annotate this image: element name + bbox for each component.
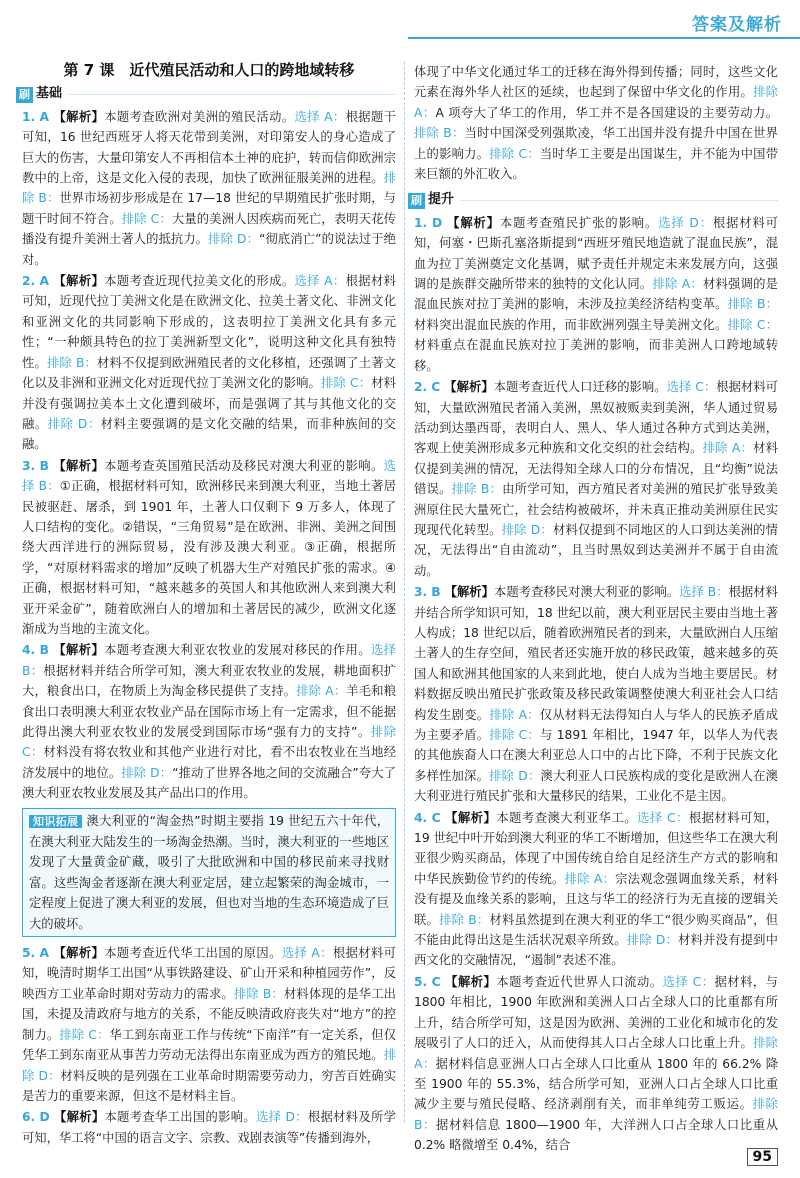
- lesson-title: 第 7 课 近代殖民活动和人口的跨地域转移: [63, 61, 355, 79]
- item-answer: B: [39, 458, 49, 473]
- item-number: 2.: [22, 274, 36, 289]
- advance-item-3: [414, 582, 778, 806]
- section-tag: 刷: [16, 87, 33, 103]
- item-text: 本题考查近代世界人口流动。: [496, 974, 663, 989]
- knowledge-expansion-box: [22, 808, 396, 937]
- item-exclude-label: 排除 C：: [121, 211, 172, 226]
- right-column: [411, 62, 778, 1157]
- item-exclude-label: 排除 D：: [22, 1048, 396, 1083]
- item-number: 3.: [22, 458, 36, 473]
- item-exclude-label: 排除 C：: [321, 376, 372, 391]
- item-exclude-label: 排除 D：: [501, 522, 553, 537]
- item-exclude-label: 排除 D：: [208, 232, 260, 247]
- item-text: 材料仅提到美洲的情况，无法得知全球人口的分布情况，且“均衡”说法错误。: [414, 441, 778, 497]
- item-exclude-label: 排除 A：: [564, 871, 616, 886]
- item-text: 本题考查近代人口迁移的影响。: [493, 380, 667, 395]
- item-text: 根据材料并结合所学知识可知，18 世纪以前，澳大利亚居民主要由当地土著人构成；18 世纪以后，随着欧洲殖民者的到来，大量欧洲白人压缩土著人的生存空间，殖民者还实施开放的移民政策，越来越多的英国人和欧洲其他国家的人来到此地，使白人成为当地主要居民。材料数据反映出殖民扩张政策及移民政策调整使澳大利亚社会人口结构发生剧变。: [414, 585, 778, 722]
- item-exclude-label: 排除 A：: [414, 1036, 778, 1071]
- item-text: 材料没有将农牧业和其他产业进行对比，看不出农牧业在当地经济发展中的地位。: [22, 745, 396, 780]
- analysis-label: 【解析】: [444, 380, 494, 395]
- answer-item-6-continued: [414, 62, 778, 184]
- item-exclude-label: 排除 B：: [414, 1097, 778, 1132]
- item-text: 本题考查近现代拉美文化的形成。: [104, 274, 295, 289]
- item-text: 材料虽然提到在澳大利亚的华工“很少购买商品”，但不能由此得出这是生活状况艰辛所致。: [414, 912, 778, 948]
- item-text: 据材料信息亚洲人口占全球人口比重从 1800 年的 66.2% 降至 1900 年的 55.3%，结合所学可知，亚洲人口占全球人口比重减少主要与殖民侵略、经济剥削有关，而非单纯劳工贩运。: [414, 1056, 778, 1112]
- item-text: 根据材料可知，19 世纪中叶开始到澳大利亚的华工不断增加，但这些华工在澳大利亚很少购买商品，体现了中国传统自给自足经济生产方式的影响和中华民族勤俭节约的传统。: [414, 810, 778, 886]
- item-text: “彻底消亡”的说法过于绝对。: [22, 232, 396, 267]
- item-text: 仅从材料无法得知白人与华人的民族矛盾成为主要矛盾。: [414, 707, 778, 742]
- item-text: 羊毛和粮食出口表明澳大利亚农牧业产品在国际市场上有一定需求，但不能据此得出澳大利亚农牧业的发展受到国际市场“强有力的支持”。: [22, 684, 396, 739]
- item-choice-label: 选择 A：: [294, 274, 346, 289]
- knowledge-text: 澳大利亚的“淘金热”时期主要指 19 世纪五六十年代，在澳大利亚大陆发生的一场淘金热潮。当时，澳大利亚的一些地区发现了大量黄金矿藏，吸引了大批欧洲和中国的移民前来寻找财富。这些淘金者逐渐在澳大利亚定居，建立起繁荣的淘金城市，一定程度上促进了澳大利亚的发展，但也对当地的生态环境造成了巨大的破坏。: [29, 813, 389, 931]
- item-text: 材料突出混血民族的作用，而非欧洲列强主导美洲文化。: [414, 317, 728, 332]
- section-advance: [408, 190, 778, 210]
- analysis-label: 【解析】: [53, 274, 105, 289]
- item-answer: A: [39, 274, 50, 289]
- knowledge-badge: 知识拓展: [29, 815, 82, 828]
- analysis-label: 【解析】: [444, 585, 494, 600]
- item-text: 材料强调的是混血民族对拉丁美洲的影响，未涉及拉美经济结构变革。: [414, 277, 778, 312]
- item-choice-label: 选择 A：: [281, 946, 333, 961]
- analysis-label: 【解析】: [444, 810, 497, 825]
- item-text: 体现了中华文化通过华工的迁移在海外得到传播；同时，这些文化元素在海外华人社区的延续，也起到了保留中华文化的作用。: [414, 65, 778, 100]
- answer-item-3: [22, 456, 396, 640]
- item-text: 材料重点在混血民族对拉丁美洲的影响，而非美洲人口跨地域转移。: [414, 338, 778, 373]
- item-text: 根据材料可知，大量欧洲殖民者涌入美洲，黑奴被贩卖到美洲，华人通过贸易活动到达墨西哥，表明白人、黑人、华人通过各种方式到达美洲，客观上使美洲形成多元种族和文化交织的社会结构。: [414, 380, 778, 456]
- item-choice-label: 选择 B：: [679, 585, 729, 600]
- item-exclude-label: 排除 B：: [439, 912, 490, 927]
- analysis-label: 【解析】: [53, 109, 105, 124]
- item-exclude-label: 排除 A：: [489, 707, 540, 722]
- advance-item-2: [414, 377, 778, 581]
- item-choice-label: 选择 C：: [666, 380, 717, 395]
- item-text: 与 1891 年相比，1947 年，以华人为代表的其他族裔人口在澳大利亚总人口中的占比下降，不利于民族文化多样性加深。: [414, 728, 778, 783]
- item-text: “推动了世界各地之间的交流融合”夸大了澳大利亚农牧业发展及其产品出口的作用。: [22, 765, 396, 801]
- item-text: 材料并没有强调拉美本土文化遭到破坏，而是强调了其与其他文化的交融。: [22, 376, 396, 431]
- section-basic-label: 基础: [36, 86, 63, 102]
- item-exclude-label: 排除 C：: [22, 725, 396, 760]
- item-exclude-label: 排除 B：: [451, 482, 503, 497]
- item-exclude-label: 排除 C：: [727, 317, 778, 332]
- item-text: 根据材料可知，晚清时期华工出国“从事铁路建设、矿山开采和种植园劳作”，反映西方工业革命时期对劳动力的需求。: [22, 946, 396, 1001]
- item-number: 5.: [22, 946, 36, 961]
- item-choice-label: 选择 B：: [22, 643, 396, 678]
- item-text: 由所学可知，西方殖民者对美洲的殖民扩张导致美洲原住民大量死亡，社会结构被破坏，并未真正推动美洲原住民实现现代化转型。: [414, 482, 778, 537]
- item-text: 宗法观念强调血缘关系，材料没有提及血缘关系的影响，且这与华工的经济行为无直接的逻辑关联。: [414, 871, 778, 927]
- item-text: 本题考查澳大利亚华工。: [496, 810, 638, 825]
- item-number: 1.: [414, 215, 428, 230]
- item-number: 6.: [22, 1110, 36, 1125]
- item-text: 根据题干可知，16 世纪西班牙人将天花带到美洲，对印第安人的身心造成了巨大的伤害，大量印第安人不再相信本土神的庇护，转而信仰欧洲宗教中的上帝，这是文化入侵的表现，加快了欧洲征服美洲的进程。: [22, 109, 396, 186]
- section-basic: [16, 84, 396, 104]
- item-text: 据材料信息 1800—1900 年，大洋洲人口占全球人口比重从 0.2% 略微增至 0.4%，结合: [414, 1117, 778, 1153]
- analysis-label: 【解析】: [446, 215, 500, 230]
- answer-item-6: [22, 1107, 396, 1148]
- item-exclude-label: 排除 D：: [626, 933, 679, 948]
- advance-item-5: [414, 972, 778, 1156]
- item-text: 根据材料可知，何塞・巴斯孔塞洛斯提到“西班牙殖民地造就了混血民族”，混血为拉丁美洲奠定文化基调，赋予责任并规定未来发展方向，这强调的是族群交融所带来的独特的文化认同。: [414, 215, 778, 292]
- header-title: 答案及解析: [692, 15, 782, 35]
- left-column: [19, 61, 396, 1149]
- item-answer: A: [39, 109, 50, 124]
- item-choice-label: 选择 C：: [637, 810, 689, 825]
- analysis-label: 【解析】: [52, 458, 105, 473]
- answer-item-2: [22, 271, 396, 455]
- page-number: 95: [747, 1148, 778, 1166]
- item-text: 材料并没有提到中西文化的交融情况，“遏制”表述不准。: [414, 933, 778, 968]
- item-text: 本题考查近代华工出国的原因。: [104, 946, 282, 961]
- item-text: 本题考查华工出国的影响。: [104, 1110, 257, 1125]
- item-exclude-label: 排除 D：: [47, 416, 101, 431]
- item-text: A 项夸大了华工的作用，华工并不是各国建设的主要劳动力。: [435, 105, 778, 120]
- item-exclude-label: 排除 A：: [296, 684, 347, 699]
- item-number: 3.: [414, 585, 428, 600]
- item-text: 华工到东南亚工作与传统“下南洋”有一定关系，但仅凭华工到东南亚从事苦力劳动无法得出东南亚成为西方的殖民地。: [22, 1027, 396, 1063]
- item-text: ①正确，根据材料可知，欧洲移民来到澳大利亚，当地土著居民被驱赶、屠杀，到 1901 年，土著人口仅剩下 9 万多人，体现了人口结构的变化。②错误，“三角贸易”是在欧洲、非洲、美洲之间围绕大西洋进行的洲际贸易，没有涉及澳大利亚。③正确，根据所学，“对原材料需求的增加”反映了机器大生产对殖民扩张的需求。④正确，根据材料可知，“越来越多的英国人和其他欧洲人来到澳大利亚开采金矿”，随着欧洲白人的增加和土著居民的减少，欧洲文化逐渐成为当地的主流文化。: [22, 479, 396, 636]
- item-exclude-label: 排除 D：: [121, 765, 173, 780]
- advance-item-4: [414, 808, 778, 971]
- section-tag: 刷: [408, 193, 425, 209]
- item-exclude-label: 排除 B：: [727, 297, 778, 312]
- item-answer: A: [39, 946, 50, 961]
- item-text: 本题考查移民对澳大利亚的影响。: [494, 585, 680, 600]
- item-text: 据材料，与 1800 年相比，1900 年欧洲和美洲人口占全球人口的比重都有所上升，结合所学可知，这是因为欧洲、美洲的工业化和城市化的发展吸引了人口的迁入，从而使得其人口占全球人口比重上升。: [414, 974, 778, 1051]
- item-text: 本题考查欧洲对美洲的殖民活动。: [104, 109, 295, 124]
- answer-item-4: [22, 640, 396, 803]
- answer-item-1: [22, 107, 396, 270]
- item-exclude-label: 排除 C：: [59, 1027, 110, 1042]
- item-number: 1.: [22, 109, 36, 124]
- item-number: 5.: [414, 974, 428, 989]
- item-number: 4.: [414, 810, 428, 825]
- item-text: 材料仅提到不同地区的人口到达美洲的情况，无法得出“自由流动”，且当时黑奴到达美洲并不属于自由流动。: [414, 522, 778, 578]
- item-text: 当时华工主要是出国谋生，并不能为中国带来巨额的外汇收入。: [414, 146, 778, 182]
- item-answer: D: [39, 1110, 50, 1125]
- item-choice-label: 选择 D：: [658, 215, 713, 230]
- item-exclude-label: 排除 D：: [489, 768, 541, 783]
- item-number: 2.: [414, 380, 428, 395]
- column-divider: [404, 62, 405, 1122]
- item-choice-label: 选择 B：: [22, 458, 396, 494]
- item-exclude-label: 排除 C：: [489, 146, 540, 161]
- item-exclude-label: 排除 B：: [46, 355, 98, 370]
- analysis-label: 【解析】: [53, 946, 105, 961]
- answer-item-5: [22, 943, 396, 1106]
- item-exclude-label: 排除 B：: [22, 171, 396, 206]
- item-exclude-label: 排除 A：: [414, 85, 778, 120]
- item-text: 本题考查殖民扩张的影响。: [499, 215, 659, 230]
- analysis-label: 【解析】: [52, 643, 105, 658]
- item-answer: D: [432, 215, 443, 230]
- section-advance-label: 提升: [428, 192, 455, 208]
- item-text: 根据材料并结合所学可知，澳大利亚农牧业的发展，耕地面积扩大，粮食出口，在物质上为淘金移民提供了支持。: [22, 663, 396, 699]
- item-answer: C: [431, 380, 441, 395]
- item-text: 大量的美洲人因疾病而死亡，表明天花传播没有提升美洲土著人的抵抗力。: [22, 211, 396, 247]
- item-text: 本题考查澳大利亚农牧业的发展对移民的作用。: [104, 643, 371, 658]
- item-text: 材料反映的是列强在工业革命时期需要劳动力，穷苦百姓确实是苦力的重要来源，但这不是材料主旨。: [22, 1068, 396, 1103]
- item-text: 材料不仅提到欧洲殖民者的文化移植，还强调了土著文化以及非洲和亚洲文化对近现代拉丁美洲文化的影响。: [22, 355, 396, 391]
- item-number: 4.: [22, 643, 36, 658]
- item-text: 当时中国深受列强欺凌，华工出国并没有提升中国在世界上的影响力。: [414, 126, 778, 161]
- item-exclude-label: 排除 B：: [233, 986, 284, 1001]
- item-answer: B: [39, 643, 49, 658]
- item-text: 根据材料可知，近现代拉丁美洲文化是在欧洲文化、拉美土著文化、非洲文化和亚洲文化的共同影响下形成的，这表明拉丁美洲文化具有多元性；“一种颇具特色的拉丁美洲新型文化”，说明这种文化具有独特性。: [22, 274, 396, 370]
- item-answer: B: [431, 585, 441, 600]
- item-exclude-label: 排除 C：: [489, 728, 540, 742]
- item-exclude-label: 排除 B：: [414, 126, 465, 141]
- item-choice-label: 选择 A：: [294, 109, 346, 124]
- item-exclude-label: 排除 A：: [652, 277, 703, 292]
- item-text: 世界市场初步形成是在 17—18 世纪的早期殖民扩张时期，与题干时间不符合。: [22, 191, 396, 226]
- item-choice-label: 选择 C：: [662, 974, 715, 989]
- item-answer: C: [431, 810, 441, 825]
- header-rule: [408, 37, 800, 39]
- item-choice-label: 选择 D：: [256, 1110, 308, 1125]
- advance-item-1: [414, 213, 778, 376]
- item-text: 根据材料及所学可知，华工将“中国的语言文字、宗教、戏剧表演等”传播到海外，: [22, 1110, 396, 1145]
- item-answer: C: [431, 974, 441, 989]
- item-text: 澳大利亚人口民族构成的变化是欧洲人在澳大利亚进行殖民扩张和大量移民的结果，工业化不是主因。: [414, 768, 778, 804]
- item-text: 本题考查英国殖民活动及移民对澳大利亚的影响。: [104, 458, 384, 473]
- item-text: 材料体现的是华工出国，未提及清政府与地方的关系，不能反映清政府丧失对“地方”的控制力。: [22, 986, 396, 1042]
- analysis-label: 【解析】: [53, 1110, 105, 1125]
- item-text: 材料主要强调的是文化交融的结果，而非种族间的交融。: [22, 416, 396, 452]
- analysis-label: 【解析】: [444, 974, 497, 989]
- item-exclude-label: 排除 A：: [702, 441, 754, 456]
